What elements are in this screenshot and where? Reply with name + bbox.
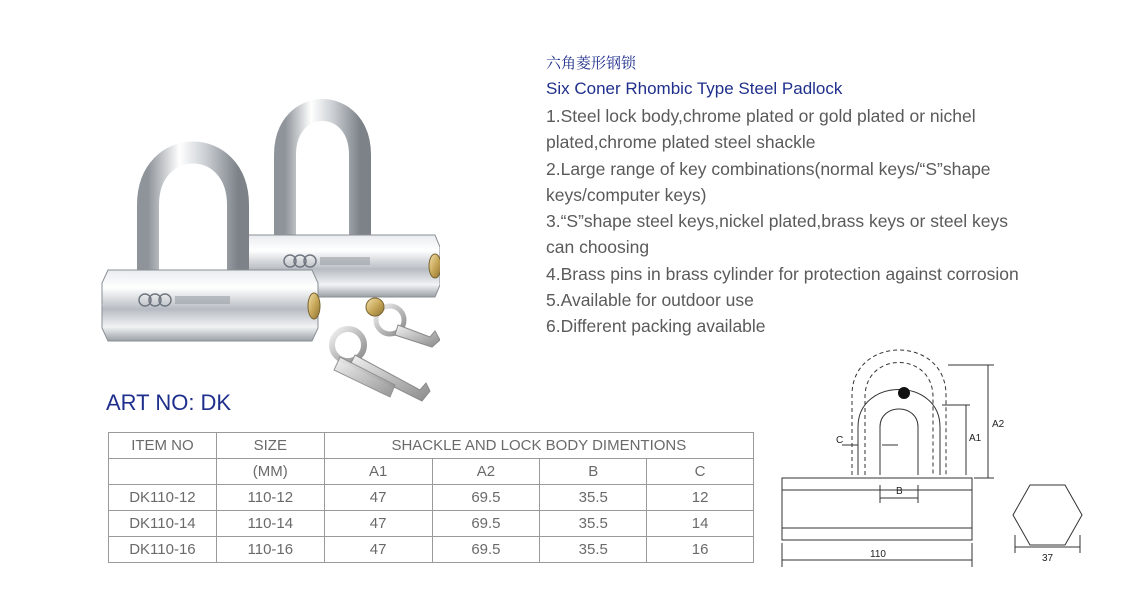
cell-b: 35.5 bbox=[540, 537, 647, 563]
cell-b: 35.5 bbox=[540, 511, 647, 537]
subheader-a1: A1 bbox=[324, 459, 432, 485]
cell-b: 35.5 bbox=[540, 485, 647, 511]
cell-item: DK110-14 bbox=[109, 511, 217, 537]
shackle-outline bbox=[858, 390, 940, 476]
shackle-outline-dashed-outer bbox=[852, 350, 946, 475]
product-title-english: Six Coner Rhombic Type Steel Padlock bbox=[546, 79, 843, 98]
subheader-c: C bbox=[647, 459, 754, 485]
subheader-a2: A2 bbox=[432, 459, 540, 485]
feature-line: 6.Different packing available bbox=[546, 316, 766, 337]
table-subheader-row bbox=[109, 459, 754, 485]
cell-item: DK110-12 bbox=[109, 485, 217, 511]
front-lock-body bbox=[102, 270, 320, 341]
cell-size: 110-14 bbox=[216, 511, 324, 537]
label-a2: A2 bbox=[992, 419, 1005, 430]
cell-a2: 69.5 bbox=[432, 511, 540, 537]
cell-item: DK110-16 bbox=[109, 537, 217, 563]
lock-body-outline bbox=[782, 478, 972, 540]
header-size: SIZE bbox=[216, 433, 324, 459]
back-keys bbox=[366, 298, 440, 347]
subheader-b: B bbox=[540, 459, 647, 485]
cell-a2: 69.5 bbox=[432, 537, 540, 563]
cell-a1: 47 bbox=[324, 537, 432, 563]
cell-c: 14 bbox=[647, 511, 754, 537]
shackle-inner-outline bbox=[880, 409, 918, 475]
cell-size: 110-16 bbox=[216, 537, 324, 563]
feature-line: keys/computer keys) bbox=[546, 184, 707, 205]
subheader-empty bbox=[109, 459, 217, 485]
feature-line: can choosing bbox=[546, 237, 650, 258]
label-hex-width: 37 bbox=[1042, 553, 1054, 564]
label-c: C bbox=[836, 435, 844, 446]
cell-a1: 47 bbox=[324, 485, 432, 511]
feature-line: 2.Large range of key combinations(normal keys/“S”shape bbox=[546, 158, 991, 179]
spec-table bbox=[108, 432, 754, 563]
feature-line: 1.Steel lock body,chrome plated or gold plated or nichel bbox=[546, 106, 976, 126]
feature-line: 3.“S”shape steel keys,nickel plated,brass keys or steel keys bbox=[546, 211, 1009, 232]
header-item-no: ITEM NO bbox=[109, 433, 217, 459]
feature-line: 5.Available for outdoor use bbox=[546, 290, 754, 311]
hex-end-view bbox=[1013, 485, 1082, 545]
subheader-size-unit: (MM) bbox=[216, 459, 324, 485]
table-row bbox=[109, 511, 754, 537]
cell-c: 16 bbox=[647, 537, 754, 563]
cell-a1: 47 bbox=[324, 511, 432, 537]
label-length: 110 bbox=[870, 549, 886, 560]
cell-c: 12 bbox=[647, 485, 754, 511]
back-shackle bbox=[285, 110, 360, 253]
technical-drawing bbox=[770, 335, 1100, 575]
keyhole-dot bbox=[898, 387, 910, 399]
cell-a2: 69.5 bbox=[432, 485, 540, 511]
table-row bbox=[109, 537, 754, 563]
table-row bbox=[109, 485, 754, 511]
feature-list bbox=[546, 103, 1106, 340]
product-title-chinese: 六角菱形钢锁 bbox=[546, 54, 637, 72]
header-dimensions: SHACKLE AND LOCK BODY DIMENTIONS bbox=[324, 433, 753, 459]
cell-size: 110-12 bbox=[216, 485, 324, 511]
label-b: B bbox=[896, 486, 903, 497]
feature-line: plated,chrome plated steel shackle bbox=[546, 132, 816, 153]
table-header-row bbox=[109, 433, 754, 459]
art-number: ART NO: DK bbox=[106, 390, 232, 415]
shackle-outline-dashed-inner bbox=[865, 363, 933, 476]
front-shackle bbox=[148, 153, 238, 286]
feature-line: 4.Brass pins in brass cylinder for protection against corrosion bbox=[546, 263, 1019, 284]
label-a1: A1 bbox=[969, 433, 982, 444]
padlock-product-photo bbox=[90, 85, 440, 415]
